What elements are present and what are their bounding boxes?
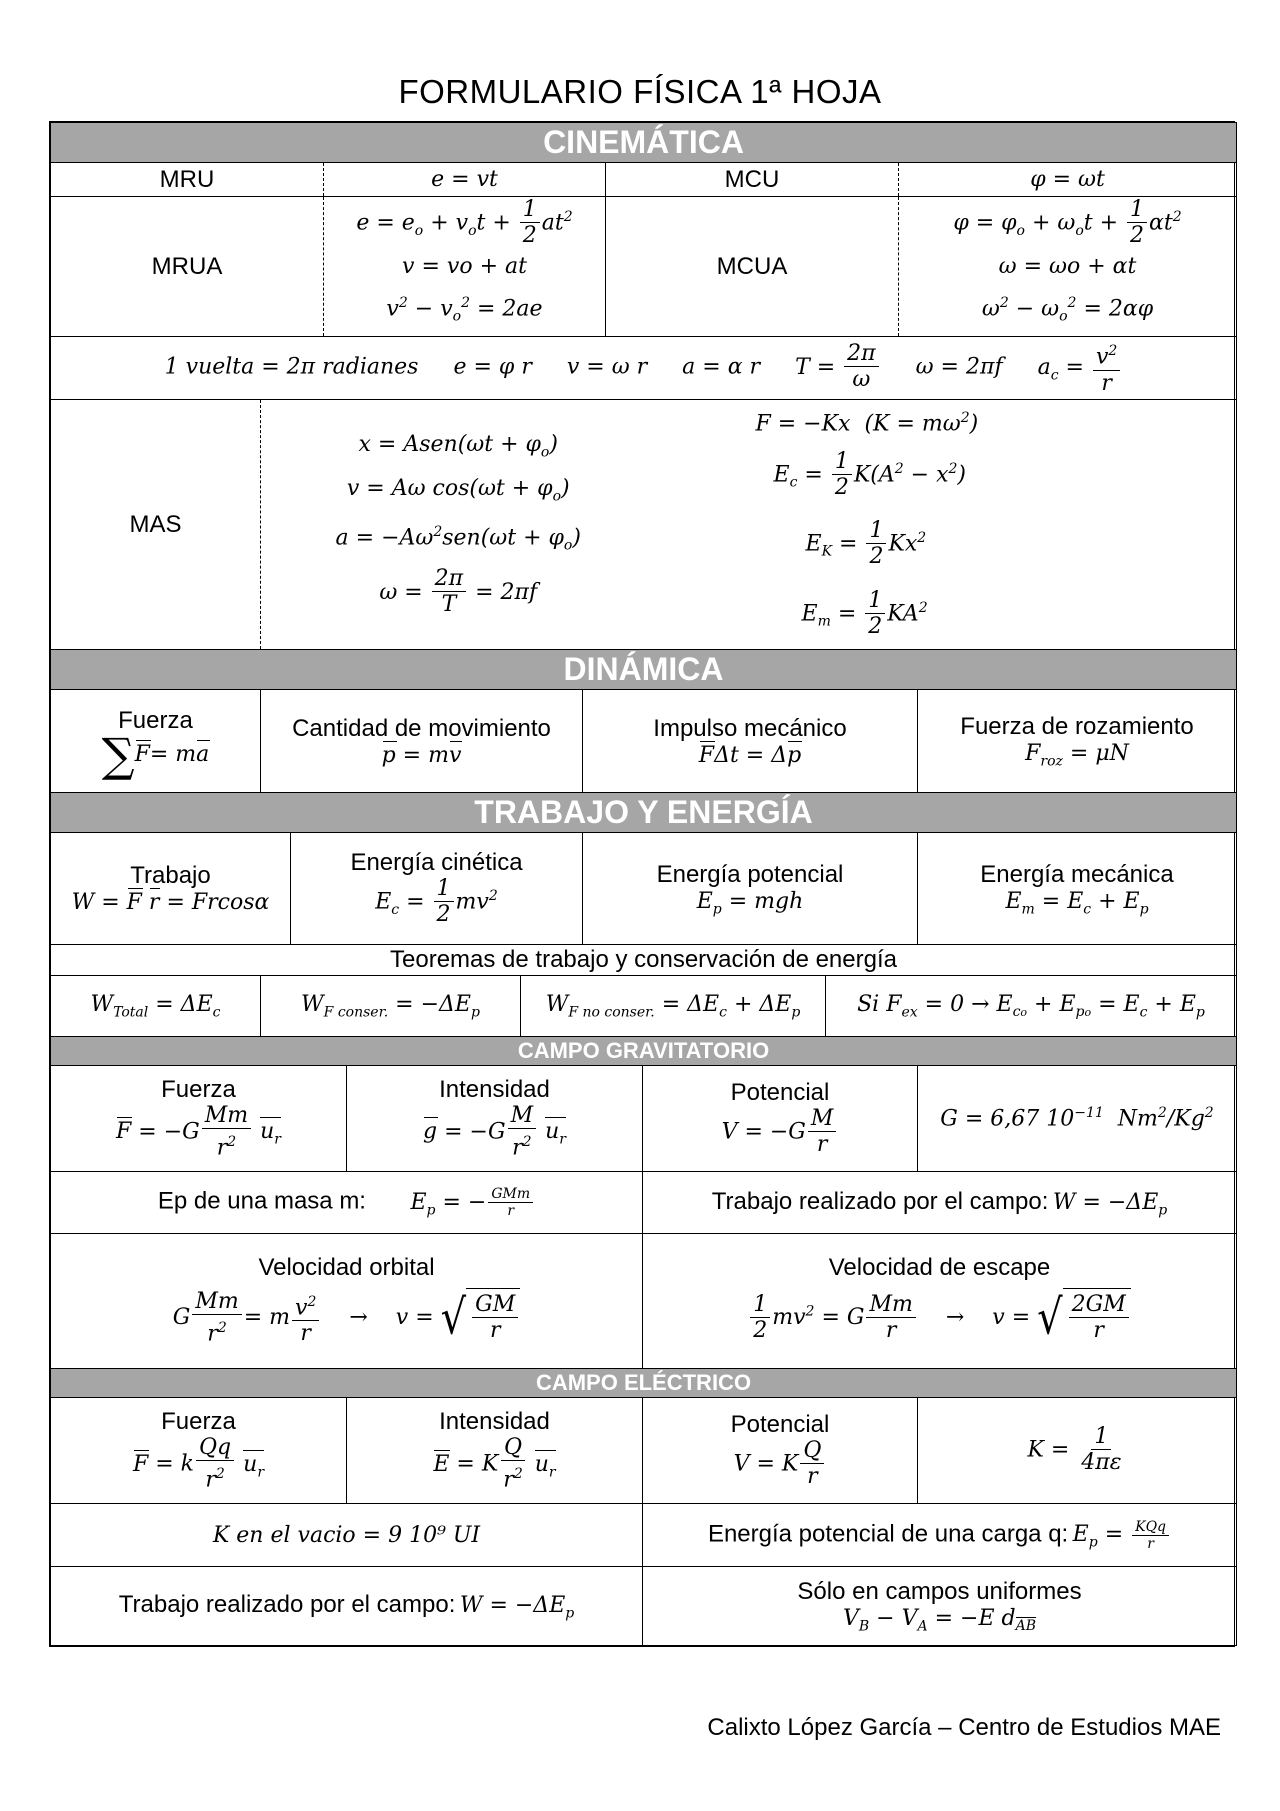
potencial-cell <box>583 833 918 945</box>
rel-period: T = $\frac{2\pi}{\omega}$ <box>795 355 881 380</box>
mas-eq-ek: $E_K$ = $\frac{1}{2}$ Kx$^2$ <box>805 517 927 569</box>
formula-sheet <box>49 121 1235 1647</box>
electrico-heading: CAMPO ELÉCTRICO <box>51 1369 1237 1398</box>
grav-ep-cell <box>51 1172 643 1234</box>
cantidad-label: Cantidad de movimiento <box>292 714 551 742</box>
teoremas-table <box>50 976 1237 1037</box>
teorema-conservacion: Si $F_{ex} = 0 \to E_{co} + E_{po} = E_c + E_p$ <box>826 976 1237 1036</box>
trabajo-table <box>50 793 1237 976</box>
mecanica-cell <box>918 833 1237 945</box>
mas-eq-a: $a = -A\omega^2sen(\omega t + \varphi_o)$ <box>335 524 581 554</box>
rel-v: v = ω r <box>566 354 648 380</box>
work-formula: W = F r = Frcosα <box>71 890 270 916</box>
impulso-cell <box>583 690 918 793</box>
relations-row <box>51 337 1237 400</box>
orbital-label: Velocidad orbital <box>258 1254 435 1282</box>
mas-table <box>50 400 1237 650</box>
cinematica-table <box>50 122 1237 400</box>
trabajo-heading: TRABAJO Y ENERGÍA <box>51 793 1237 833</box>
mas-eq-v: v = Aω $\cos(\omega t + \varphi_o)$ <box>346 475 570 505</box>
elec-fuerza-label: Fuerza <box>161 1408 236 1436</box>
uniformes-label: Sólo en campos uniformes <box>797 1577 1082 1605</box>
grav-force-formula: F = −G $\frac{Mm}{r^2}$ $u_r$ <box>116 1102 281 1161</box>
elec-trabajo-cell <box>51 1566 643 1645</box>
mrua-label: MRUA <box>51 197 324 337</box>
author-footer: Calixto López García – Centro de Estudios MAE <box>707 1714 1221 1741</box>
mecanica-label: Energía mecánica <box>980 860 1174 888</box>
trabajo-label: Trabajo <box>130 862 211 890</box>
teorema-total: $W_{Total} = \Delta E_c$ <box>51 976 261 1036</box>
grav-fuerza-label: Fuerza <box>161 1075 236 1103</box>
elec-potencial-cell <box>643 1398 918 1504</box>
mcua-eq-angle: $\varphi = \varphi_o + \omega_ot$ + $\frac{1}{2}$ $\alpha t^2$ <box>953 197 1182 249</box>
mru-label: MRU <box>51 163 324 197</box>
electrico-table <box>50 1369 1237 1504</box>
dinamica-fuerza-cell <box>51 690 261 793</box>
rel-vuelta: 1 vuelta = 2π radianes <box>164 354 419 380</box>
mcua-eq-velocity: ω = ωo + αt <box>998 254 1137 280</box>
grav-intensidad-cell <box>347 1065 643 1171</box>
grav-ep-formula: $E_p$ = − $\frac{\text{GMm}}{r}$ <box>410 1190 535 1215</box>
impulse-formula: FΔt = Δp <box>698 742 802 768</box>
mcua-formulas <box>899 197 1237 337</box>
grav-ep-label: Ep de una masa m: <box>157 1187 366 1215</box>
rel-ac: $a_c$ = $\frac{v^2}{r}$ <box>1038 355 1123 380</box>
mas-label: MAS <box>51 400 261 650</box>
gravitatorio-table <box>50 1037 1237 1172</box>
elec-ep-formula: $E_p$ = $\frac{\text{KQq}}{r}$ <box>1073 1522 1171 1547</box>
elec-intensidad-cell <box>347 1398 643 1504</box>
mechanical-formula: $E_m = E_c + E_p$ <box>1005 888 1149 918</box>
g-constant: G = 6,67 $10^{-11}$ Nm$^2$/Kg$^2$ <box>918 1065 1237 1171</box>
rel-omega: ω = 2πf <box>915 354 1003 380</box>
mas-eq-em: $E_m$ = $\frac{1}{2}$ $KA^2$ <box>801 587 928 639</box>
potencial-label: Energía potencial <box>656 860 844 888</box>
fuerza-label: Fuerza <box>118 707 193 735</box>
escape-formula: $\frac{1}{2}$ $mv^2 = G$ $\frac{Mm}{r}$ → v = √ $\frac{2GM}{r}$ <box>647 1288 1232 1348</box>
page-title: FORMULARIO FÍSICA 1ª HOJA <box>398 73 882 110</box>
elec-trabajo-formula: $W = -\Delta E_p$ <box>459 1592 575 1622</box>
dinamica-table <box>50 650 1237 793</box>
rel-a: a = α r <box>682 354 761 380</box>
mcua-label: MCUA <box>606 197 899 337</box>
trabajo-cell <box>51 833 291 945</box>
uniform-field-formula: $V_B - V_A = -E$ $d_{AB}$ <box>842 1605 1037 1635</box>
gravitatorio-heading: CAMPO GRAVITATORIO <box>51 1037 1237 1066</box>
grav-potencial-cell <box>643 1065 918 1171</box>
elec-field-formula: E = K $\frac{Q}{r^2}$ $u_r$ <box>433 1435 556 1493</box>
elec-potential-formula: V = K $\frac{Q}{r}$ <box>647 1439 913 1490</box>
rozamiento-cell <box>918 690 1237 793</box>
elec-intensidad-label: Intensidad <box>439 1408 550 1436</box>
grav-trabajo-formula: $W = -\Delta E_p$ <box>1052 1189 1168 1218</box>
potential-formula: $E_p$ = mgh <box>696 888 804 918</box>
cantidad-cell <box>261 690 583 793</box>
rozamiento-label: Fuerza de rozamiento <box>960 713 1194 741</box>
elec-ep-cell <box>643 1504 1237 1566</box>
gravitatorio-table-2 <box>50 1172 1237 1370</box>
newton-formula: ∑F= ma <box>101 728 210 783</box>
k-vacio: K en el vacio = 9 10⁹ UI <box>51 1504 643 1566</box>
teoremas-label: Teoremas de trabajo y conservación de energía <box>51 945 1237 976</box>
cinetica-cell <box>291 833 583 945</box>
grav-trabajo-cell <box>643 1172 1237 1234</box>
mcua-eq-squared: $\omega^2 - \omega_o^2 = 2\alpha\varphi$ <box>981 295 1154 325</box>
mas-eq-ec: $E_c$ = $\frac{1}{2}$ $K(A^2 - x^2)$ <box>773 449 966 501</box>
grav-potential-formula: V = −G $\frac{M}{r}$ <box>647 1107 913 1158</box>
elec-ep-label: Energía potencial de una carga q: <box>707 1520 1069 1548</box>
uniformes-cell <box>643 1566 1237 1645</box>
cinetica-label: Energía cinética <box>350 849 523 877</box>
teorema-conser: $W_{F conser.} = -\Delta E_p$ <box>261 976 521 1036</box>
orbital-cell <box>51 1234 643 1369</box>
momentum-formula: p = mv <box>381 742 462 768</box>
grav-fuerza-cell <box>51 1065 347 1171</box>
mas-formulas-right <box>656 400 1237 650</box>
teorema-no-conser: $W_{F no conser.} = \Delta E_c + \Delta E_p$ <box>521 976 826 1036</box>
coulomb-formula: F = k $\frac{Qq}{r^2}$ $u_r$ <box>132 1435 265 1493</box>
grav-field-formula: g = −G $\frac{M}{r^2}$ $u_r$ <box>423 1102 566 1161</box>
mcu-label: MCU <box>606 163 899 197</box>
electrico-table-2 <box>50 1504 1237 1646</box>
mru-formula: e = vt <box>324 163 606 197</box>
cinematica-heading: CINEMÁTICA <box>51 123 1237 163</box>
elec-trabajo-label: Trabajo realizado por el campo: <box>118 1590 456 1618</box>
rel-e: e = φ r <box>453 354 532 380</box>
kinetic-formula: $E_c$ = $\frac{1}{2}$ $mv^2$ <box>375 876 498 928</box>
k-constant: K = $\frac{1}{4\pi\varepsilon}$ <box>918 1398 1237 1504</box>
mas-eq-x: x = Asen(ωt + $\varphi_o$) <box>358 432 558 461</box>
orbital-formula: G $\frac{Mm}{r^2}$ = m $\frac{v^2}{r}$ → v = √ $\frac{GM}{r}$ <box>55 1288 638 1348</box>
grav-potencial-label: Potencial <box>730 1078 830 1106</box>
mrua-eq-position: $e = e_o + v_ot$ + $\frac{1}{2}$ $at^2$ <box>356 197 573 249</box>
elec-fuerza-cell <box>51 1398 347 1504</box>
elec-potencial-label: Potencial <box>730 1411 830 1439</box>
dinamica-heading: DINÁMICA <box>51 650 1237 690</box>
impulso-label: Impulso mecánico <box>653 714 847 742</box>
grav-trabajo-label: Trabajo realizado por el campo: <box>711 1187 1049 1215</box>
escape-cell <box>643 1234 1237 1369</box>
friction-formula: $F_{roz} = \mu N$ <box>1025 741 1129 770</box>
mrua-eq-squared: $v^2 - v_o^2 = 2ae$ <box>386 295 543 325</box>
mas-eq-force: F = −Kx $(K = m\omega^2)$ <box>755 410 979 437</box>
mrua-formulas <box>324 197 606 337</box>
mcu-formula: φ = ωt <box>899 163 1237 197</box>
escape-label: Velocidad de escape <box>828 1254 1051 1282</box>
mas-eq-omega: ω = $\frac{2\pi}{T}$ = 2πf <box>379 566 538 618</box>
grav-intensidad-label: Intensidad <box>439 1075 550 1103</box>
mas-formulas-left <box>261 400 656 650</box>
mrua-eq-velocity: v = vo + at <box>402 254 527 280</box>
